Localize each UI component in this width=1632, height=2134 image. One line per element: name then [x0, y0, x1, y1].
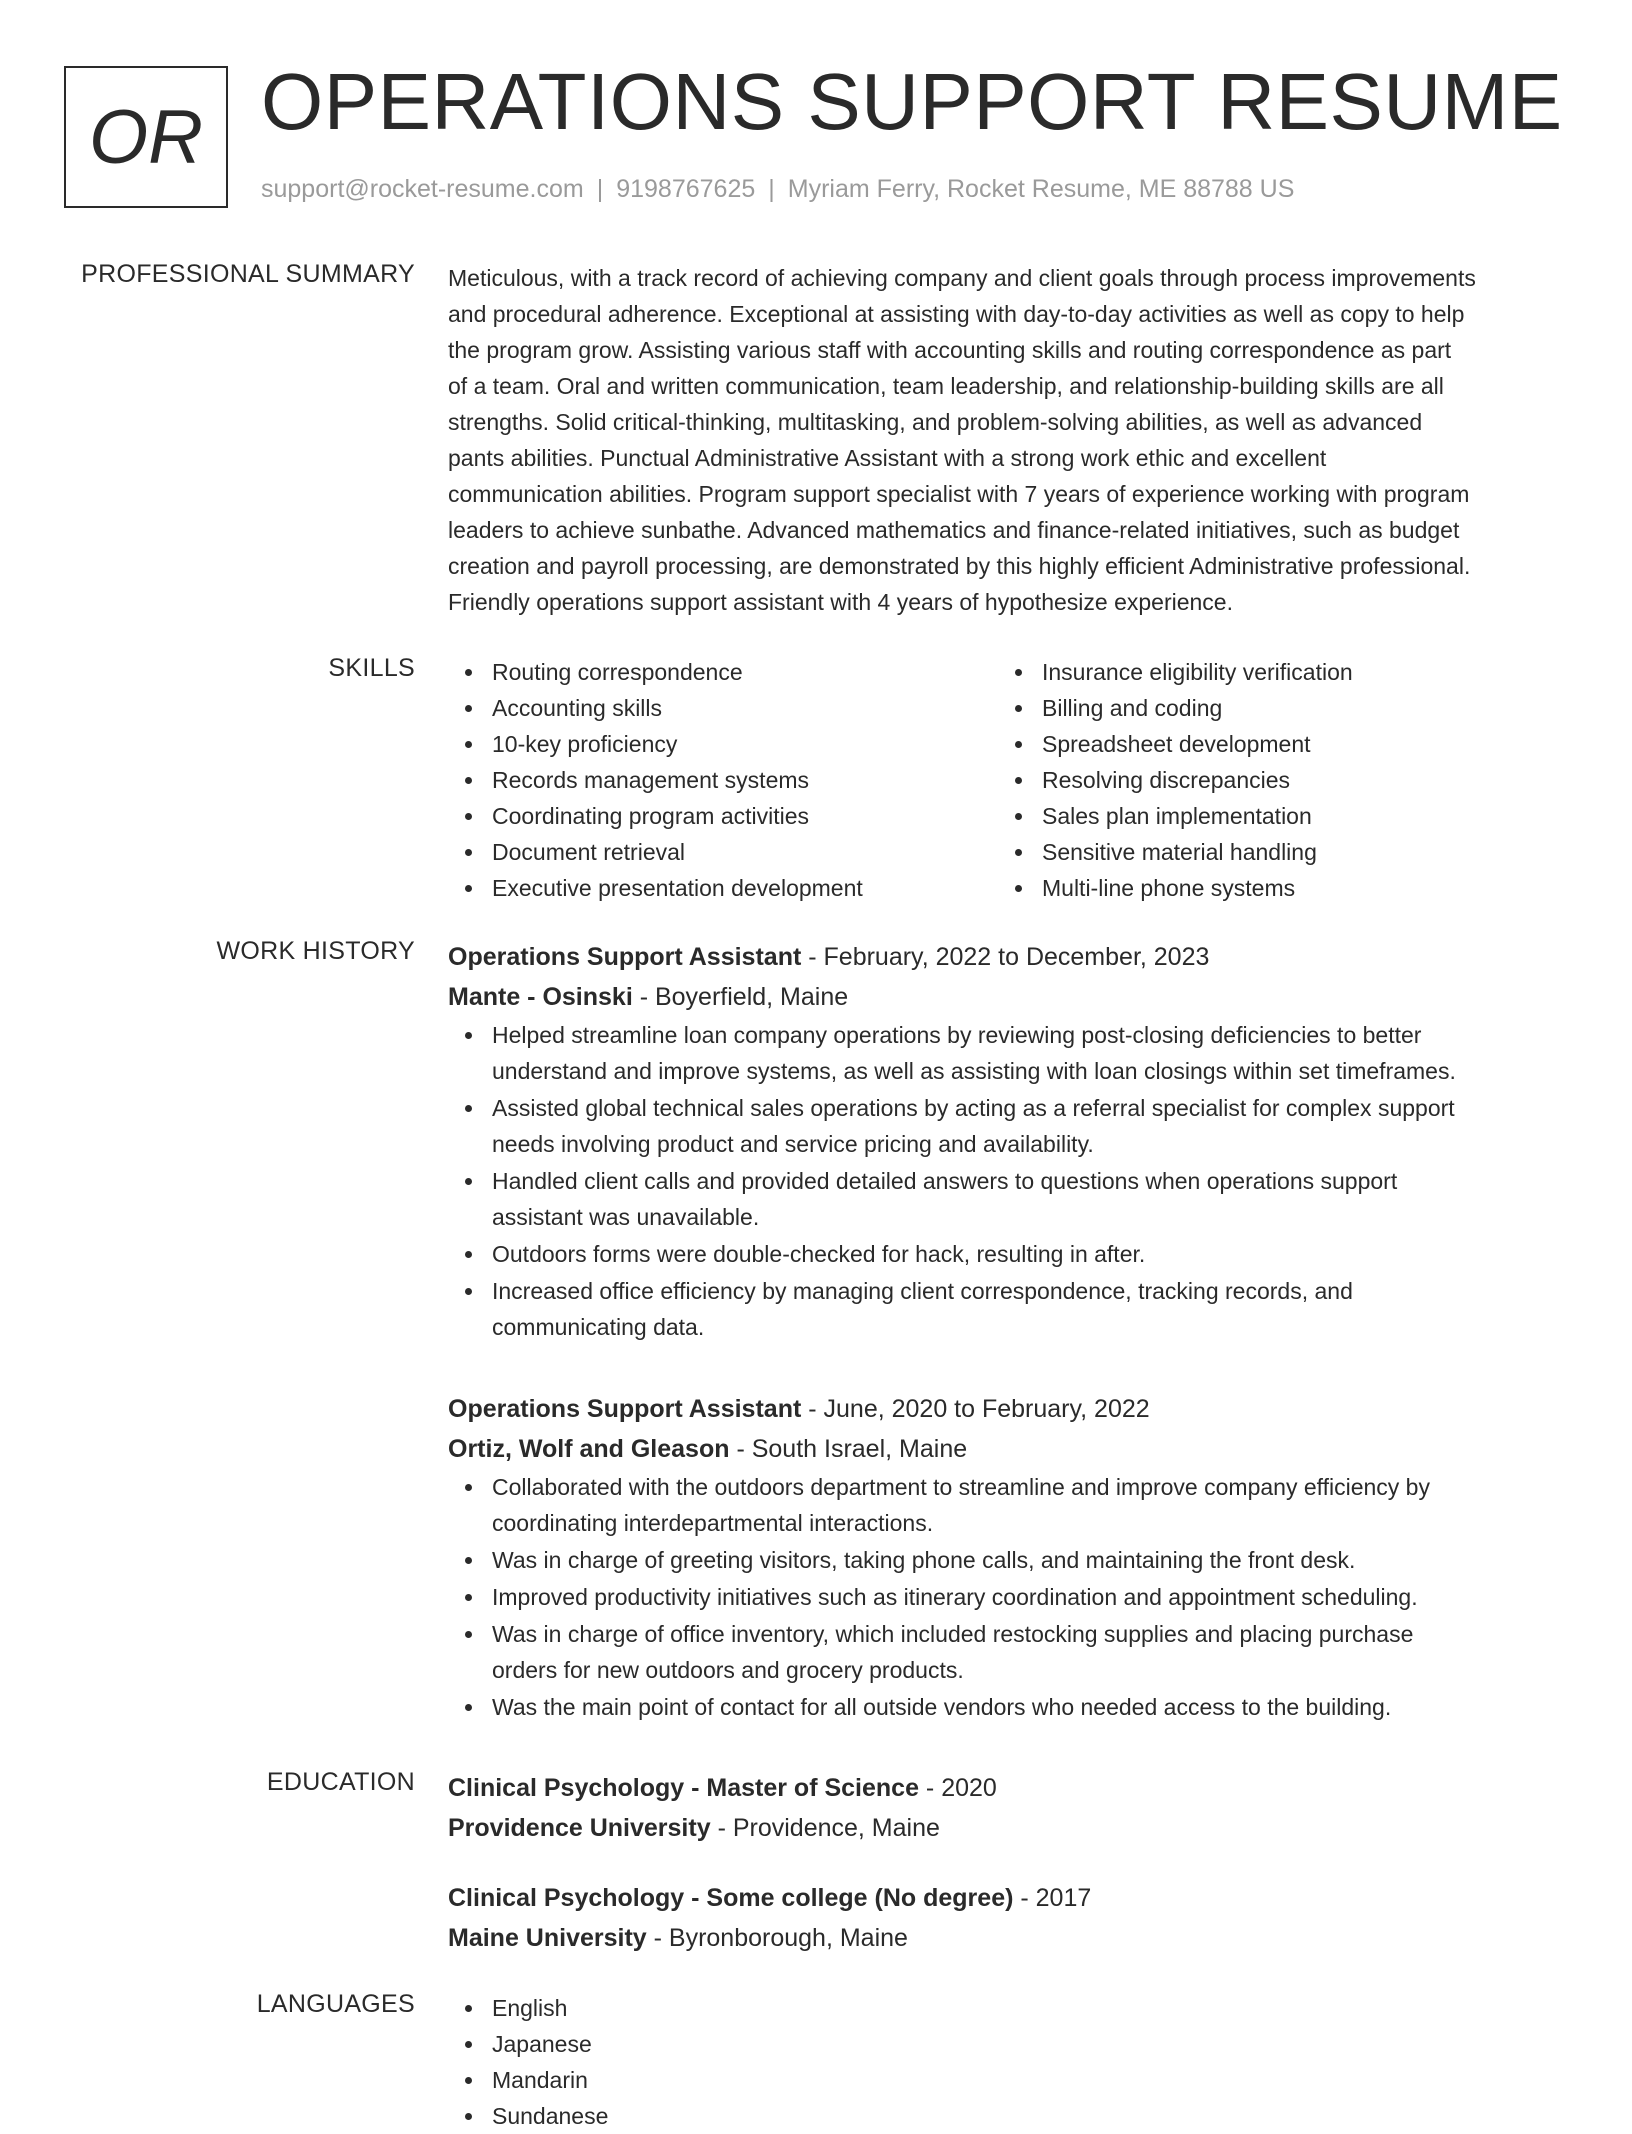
languages-list	[448, 1990, 1573, 2134]
summary-line: and procedural adherence. Exceptional at assisting with day-to-day activities as well as copy to help	[448, 301, 1465, 327]
job-bullet	[448, 1616, 1573, 1689]
bullet-line: Was in charge of greeting visitors, taking phone calls, and maintaining the front desk.	[492, 1547, 1356, 1573]
degree-name: Clinical Psychology - Some college (No degree)	[448, 1884, 1014, 1912]
job-role: Operations Support Assistant	[448, 1395, 802, 1423]
job-dates: - February, 2022 to December, 2023	[801, 943, 1210, 971]
skill-item: Multi-line phone systems	[998, 870, 1548, 906]
language-item: Sundanese	[448, 2098, 1573, 2134]
bullet-line: Was the main point of contact for all outside vendors who needed access to the building.	[492, 1694, 1392, 1720]
section-title-summary: PROFESSIONAL SUMMARY	[81, 260, 415, 288]
bullet-line: Handled client calls and provided detailed answers to questions when operations support	[492, 1168, 1398, 1194]
language-item: Mandarin	[448, 2062, 1573, 2098]
job-dates: - June, 2020 to February, 2022	[801, 1395, 1150, 1423]
degree-year: - 2017	[1013, 1884, 1092, 1912]
summary-line: Meticulous, with a track record of achieving company and client goals through process improvements	[448, 265, 1476, 291]
job-location: - South Israel, Maine	[729, 1435, 968, 1463]
skill-item: Document retrieval	[448, 834, 998, 870]
job-bullet	[448, 1542, 1573, 1579]
skill-item: Routing correspondence	[448, 654, 998, 690]
bullet-line: Helped streamline loan company operations by reviewing post-closing deficiencies to better	[492, 1022, 1422, 1048]
job-location: - Boyerfield, Maine	[632, 983, 849, 1011]
skills-list-right	[998, 654, 1548, 906]
bullet-line: Outdoors forms were double-checked for hack, resulting in after.	[492, 1241, 1146, 1267]
job-bullet	[448, 1017, 1573, 1090]
contact-line	[261, 175, 1294, 204]
job-entry	[448, 1389, 1573, 1726]
bullet-line: coordinating interdepartmental interactions.	[492, 1510, 934, 1536]
skills-columns	[448, 654, 1573, 906]
skill-item: Sensitive material handling	[998, 834, 1548, 870]
summary-body	[448, 260, 1573, 620]
summary-line: leaders to achieve sunbathe. Advanced mathematics and finance-related initiatives, such as budget	[448, 517, 1460, 543]
job-role: Operations Support Assistant	[448, 943, 802, 971]
bullet-line: orders for new outdoors and grocery products.	[492, 1657, 964, 1683]
job-bullets	[448, 1469, 1573, 1726]
languages-body	[448, 1990, 1573, 2134]
section-title-education: EDUCATION	[266, 1768, 415, 1796]
bullet-line: Improved productivity initiatives such as itinerary coordination and appointment scheduling.	[492, 1584, 1418, 1610]
summary-line: of a team. Oral and written communication, team leadership, and relationship-building skills are all	[448, 373, 1444, 399]
school-name: Maine University	[448, 1924, 647, 1952]
skill-item: 10-key proficiency	[448, 726, 998, 762]
job-bullet	[448, 1579, 1573, 1616]
skills-list-left	[448, 654, 998, 906]
skill-item: Sales plan implementation	[998, 798, 1548, 834]
bullet-line: Was in charge of office inventory, which included restocking supplies and placing purchase	[492, 1621, 1414, 1647]
skill-item: Accounting skills	[448, 690, 998, 726]
job-title-line	[448, 937, 1573, 977]
job-company: Mante - Osinski	[448, 983, 633, 1011]
school-location: - Providence, Maine	[710, 1814, 940, 1842]
job-bullet	[448, 1469, 1573, 1542]
bullet-line: communicating data.	[492, 1314, 705, 1340]
school-name: Providence University	[448, 1814, 711, 1842]
language-item: Japanese	[448, 2026, 1573, 2062]
job-bullets	[448, 1017, 1573, 1346]
job-bullet	[448, 1236, 1573, 1273]
school-location: - Byronborough, Maine	[646, 1924, 908, 1952]
contact-email[interactable]: support@rocket-resume.com	[261, 175, 584, 203]
skill-item: Spreadsheet development	[998, 726, 1548, 762]
skill-item: Insurance eligibility verification	[998, 654, 1548, 690]
job-company-line	[448, 1429, 1573, 1469]
school-line	[448, 1918, 1573, 1958]
bullet-line: Increased office efficiency by managing client correspondence, tracking records, and	[492, 1278, 1353, 1304]
skill-item: Coordinating program activities	[448, 798, 998, 834]
school-line	[448, 1808, 1573, 1848]
job-company-line	[448, 977, 1573, 1017]
skill-item: Resolving discrepancies	[998, 762, 1548, 798]
contact-separator: |	[768, 175, 775, 203]
section-title-languages: LANGUAGES	[256, 1990, 415, 2018]
resume-title: OPERATIONS SUPPORT RESUME	[261, 57, 1563, 146]
summary-line: pants abilities. Punctual Administrative Assistant with a strong work ethic and excellent	[448, 445, 1327, 471]
monogram-logo: OR	[64, 66, 228, 208]
bullet-line: Collaborated with the outdoors department to streamline and improve company efficiency by	[492, 1474, 1430, 1500]
education-entry	[448, 1878, 1573, 1958]
summary-line: the program grow. Assisting various staff with accounting skills and routing correspondence as part	[448, 337, 1452, 363]
section-title-skills: SKILLS	[328, 654, 415, 682]
job-bullet	[448, 1273, 1573, 1346]
job-company: Ortiz, Wolf and Gleason	[448, 1435, 730, 1463]
summary-line: communication abilities. Program support specialist with 7 years of experience working with program	[448, 481, 1470, 507]
language-item: English	[448, 1990, 1573, 2026]
contact-address: Myriam Ferry, Rocket Resume, ME 88788 US	[787, 175, 1295, 203]
contact-phone[interactable]: 9198767625	[616, 175, 756, 203]
skill-item: Billing and coding	[998, 690, 1548, 726]
bullet-line: understand and improve systems, as well as assisting with loan closings within set timeframes.	[492, 1058, 1456, 1084]
degree-year: - 2020	[918, 1774, 997, 1802]
skill-item: Executive presentation development	[448, 870, 998, 906]
summary-line: strengths. Solid critical-thinking, multitasking, and problem-solving abilities, as well as advanced	[448, 409, 1423, 435]
education-entry	[448, 1768, 1573, 1848]
summary-line: creation and payroll processing, are demonstrated by this highly efficient Administrative professional.	[448, 553, 1471, 579]
job-title-line	[448, 1389, 1573, 1429]
section-title-work: WORK HISTORY	[216, 937, 415, 965]
contact-separator: |	[596, 175, 604, 203]
skill-item: Records management systems	[448, 762, 998, 798]
bullet-line: needs involving product and service pricing and availability.	[492, 1131, 1094, 1157]
degree-line	[448, 1768, 1573, 1808]
degree-line	[448, 1878, 1573, 1918]
summary-line: Friendly operations support assistant with 4 years of hypothesize experience.	[448, 589, 1233, 615]
bullet-line: Assisted global technical sales operations by acting as a referral specialist for complex support	[492, 1095, 1455, 1121]
job-bullet	[448, 1689, 1573, 1726]
job-entry	[448, 937, 1573, 1346]
job-bullet	[448, 1090, 1573, 1163]
job-bullet	[448, 1163, 1573, 1236]
degree-name: Clinical Psychology - Master of Science	[448, 1774, 919, 1802]
bullet-line: assistant was unavailable.	[492, 1204, 760, 1230]
